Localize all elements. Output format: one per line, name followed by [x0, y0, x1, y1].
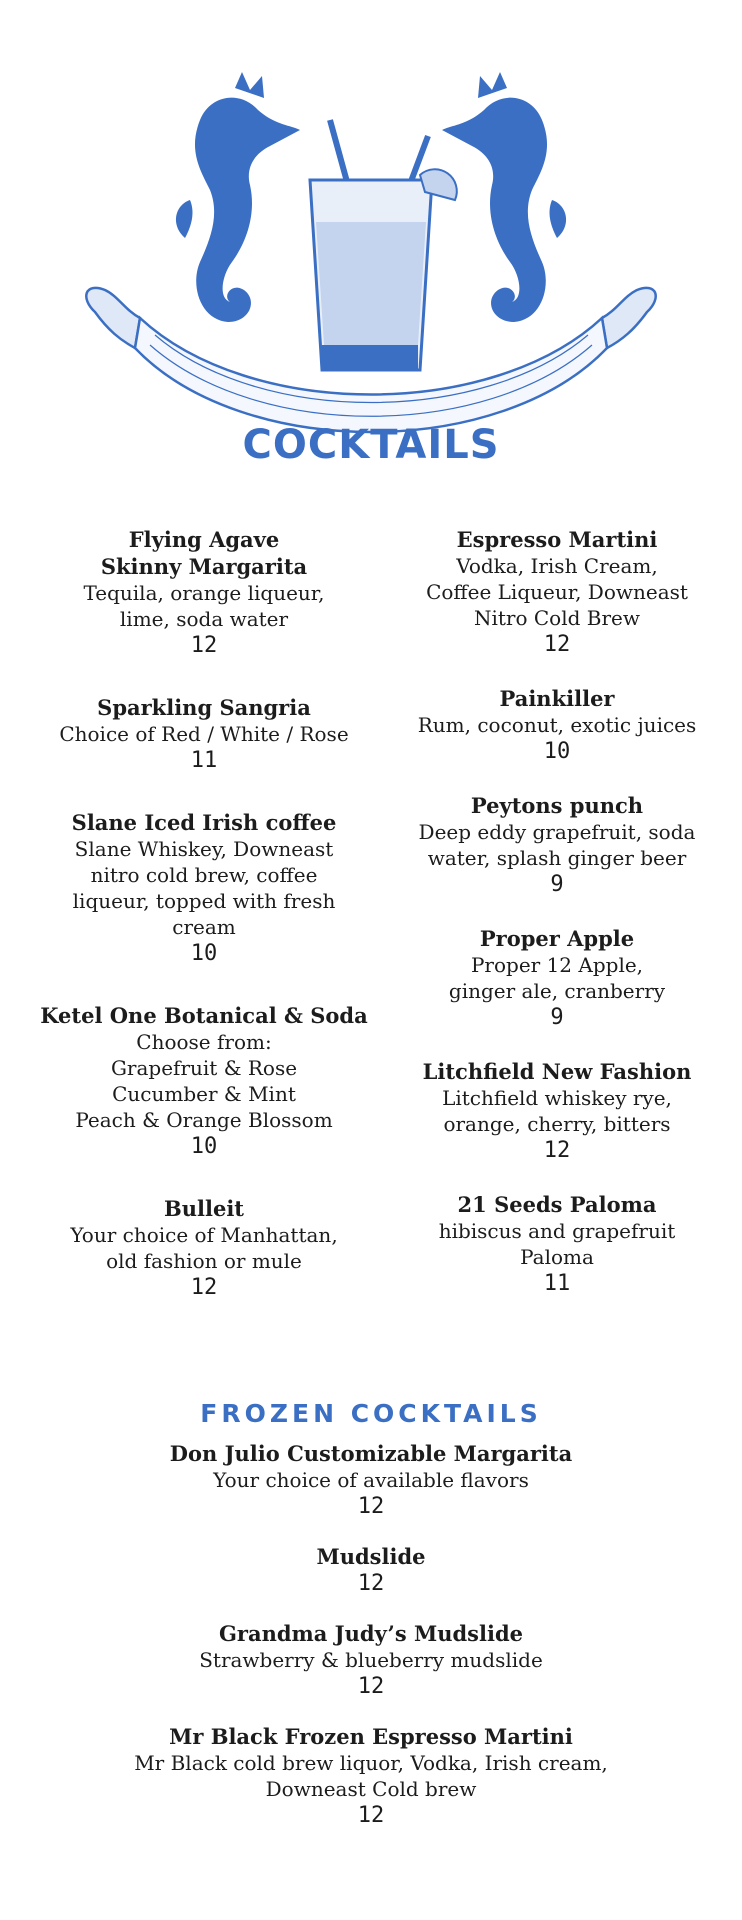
item-description: Downeast Cold brew [265, 1777, 477, 1801]
item-name: Mr Black Frozen Espresso Martini [169, 1724, 573, 1749]
item-name: 21 Seeds Paloma [457, 1192, 657, 1217]
menu-item [390, 685, 724, 766]
menu-item [390, 792, 724, 899]
item-price: 12 [357, 1494, 385, 1519]
item-price: 11 [190, 748, 218, 773]
item-description: nitro cold brew, coffee [90, 863, 318, 887]
menu-item [0, 1723, 742, 1830]
item-price: 10 [543, 739, 571, 764]
item-description: ginger ale, cranberry [448, 979, 666, 1003]
menu-item [0, 1440, 742, 1521]
menu-item [0, 1543, 742, 1598]
seahorse-right-icon [442, 72, 566, 322]
item-name: Slane Iced Irish coffee [71, 810, 337, 835]
item-name: Bulleit [163, 1196, 244, 1221]
item-description: Slane Whiskey, Downeast [74, 837, 334, 861]
item-name: Ketel One Botanical & Soda [40, 1003, 368, 1028]
item-description: Tequila, orange liqueur, [83, 581, 325, 605]
item-description: old fashion or mule [106, 1249, 302, 1273]
item-description: orange, cherry, bitters [443, 1112, 671, 1136]
menu-item [390, 925, 724, 1032]
item-description: cream [172, 915, 236, 939]
item-description: Proper 12 Apple, [470, 953, 644, 977]
menu-item [0, 1620, 742, 1701]
item-name: Don Julio Customizable Margarita [169, 1441, 573, 1466]
menu-header [0, 0, 742, 490]
item-description: Peach & Orange Blossom [75, 1108, 333, 1132]
item-price: 10 [190, 1134, 218, 1159]
frozen-cocktails-section [0, 1398, 742, 1830]
item-description: Grapefruit & Rose [110, 1056, 298, 1080]
item-description: Choice of Red / White / Rose [59, 722, 349, 746]
item-description: Your choice of available flavors [213, 1468, 529, 1492]
item-description: Deep eddy grapefruit, soda [418, 820, 696, 844]
item-description: water, splash ginger beer [427, 846, 687, 870]
item-description: Litchfield whiskey rye, [442, 1086, 672, 1110]
item-description: lime, soda water [119, 607, 289, 631]
item-name: Grandma Judy’s Mudslide [218, 1621, 524, 1646]
item-description: Choose from: [136, 1030, 272, 1054]
item-price: 11 [543, 1271, 571, 1296]
item-name: Sparkling Sangria [97, 695, 311, 720]
item-name: Proper Apple [479, 926, 635, 951]
menu-item [36, 526, 372, 660]
menu-item [36, 809, 372, 968]
item-price: 12 [543, 1138, 571, 1163]
item-price: 12 [357, 1571, 385, 1596]
item-description: Rum, coconut, exotic juices [417, 713, 697, 737]
item-price: 12 [357, 1803, 385, 1828]
item-description: liqueur, topped with fresh [72, 889, 336, 913]
item-name: Espresso Martini [456, 527, 658, 552]
item-description: Your choice of Manhattan, [70, 1223, 338, 1247]
item-name: Flying Agave [128, 527, 280, 552]
item-description: Coffee Liqueur, Downeast [426, 580, 688, 604]
menu-item [390, 526, 724, 659]
menu-item [390, 1058, 724, 1165]
menu-item [36, 1195, 372, 1302]
item-name: Peytons punch [470, 793, 644, 818]
cocktail-glass-icon [310, 120, 457, 370]
item-name: Litchfield New Fashion [422, 1059, 692, 1084]
item-price: 12 [543, 632, 571, 657]
item-description: Paloma [520, 1245, 594, 1269]
frozen-cocktail-list [0, 1440, 742, 1830]
item-description: Cucumber & Mint [112, 1082, 296, 1106]
item-name: Painkiller [499, 686, 615, 711]
item-price: 12 [190, 633, 218, 658]
item-description: Nitro Cold Brew [473, 606, 640, 630]
item-price: 12 [357, 1674, 385, 1699]
item-description: Strawberry & blueberry mudslide [199, 1648, 543, 1672]
menu-item [390, 1191, 724, 1298]
menu-item [36, 1002, 372, 1161]
logo-title: COCKTAILS [242, 422, 500, 468]
item-price: 12 [190, 1275, 218, 1300]
cocktail-list-left [36, 526, 372, 1302]
item-description: hibiscus and grapefruit [438, 1219, 676, 1243]
menu-item [36, 694, 372, 775]
header-illustration [0, 0, 742, 490]
seahorse-left-icon [176, 72, 300, 322]
item-name: Skinny Margarita [100, 554, 308, 579]
item-price: 10 [190, 941, 218, 966]
item-price: 9 [550, 1005, 564, 1030]
item-name: Mudslide [316, 1544, 426, 1569]
item-description: Mr Black cold brew liquor, Vodka, Irish cream, [134, 1751, 608, 1775]
frozen-section-title: FROZEN COCKTAILS [200, 1399, 542, 1428]
item-description: Vodka, Irish Cream, [456, 554, 658, 578]
cocktail-list-right [390, 526, 724, 1298]
item-price: 9 [550, 872, 564, 897]
